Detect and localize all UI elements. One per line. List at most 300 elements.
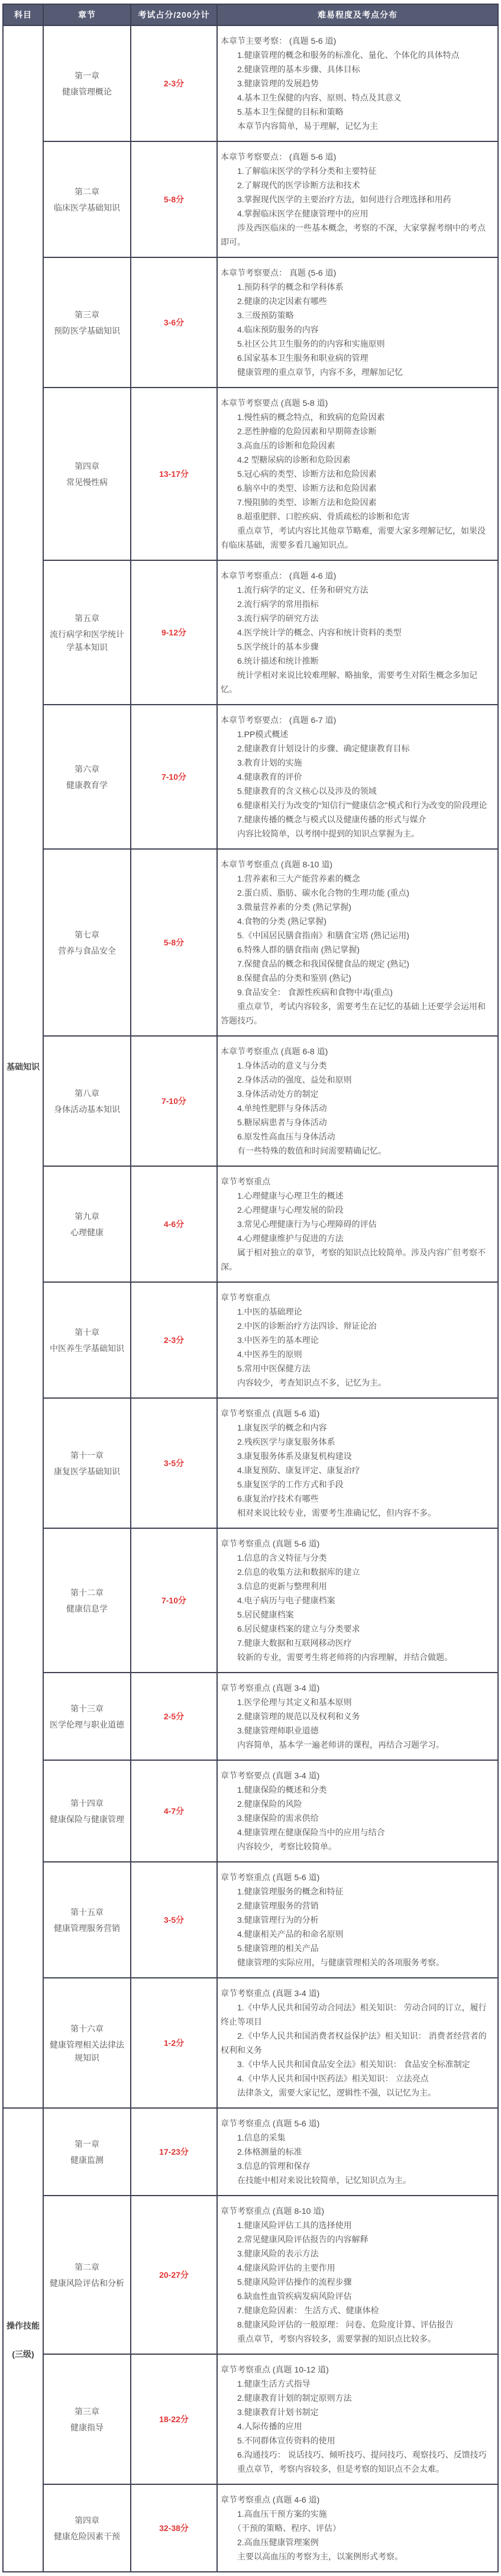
detail-line: 1.中医的基础理论 (221, 1307, 302, 1316)
chapter-name: 心理健康 (70, 1227, 104, 1237)
detail-line: 3.健康教育计划书制定 (221, 2407, 319, 2417)
details-cell (217, 257, 498, 388)
score-value: 17-23分 (159, 2147, 189, 2157)
detail-line: 本章节考察要点： (真题 5-6 道) (221, 152, 337, 162)
col-header-subject: 科目 (3, 4, 43, 25)
details-cell (217, 2354, 498, 2484)
detail-line: 章节考察重点 (真题 3-4 道) (221, 1989, 320, 1998)
detail-line: 2.残疾医学与康复服务体系 (221, 1437, 335, 1447)
detail-line: 4.健康相关产品的和命名原则 (221, 1929, 344, 1939)
chapter-number: 第一章 (75, 2139, 99, 2149)
chapter-cell (43, 705, 131, 849)
score-value: 3-6分 (163, 318, 185, 327)
details-cell (217, 1398, 498, 1528)
chapter-name: 健康风险评估和分析 (50, 2278, 124, 2288)
detail-line: 1.高血压干预方案的实施 (221, 2509, 327, 2519)
detail-line: 3.信息的管理和保存 (221, 2161, 311, 2171)
details-cell (217, 2196, 498, 2354)
score-value: 4-6分 (163, 1219, 185, 1229)
detail-line: 重点章节，考试内容较多，需要考生在记忆的基础上还要学会运用和答题技巧。 (221, 1002, 486, 1025)
detail-line: 5.社区公共卫生服务的的内容和实施原则 (221, 339, 385, 348)
col-header-score: 考试占分/200分计 (131, 4, 217, 25)
detail-line: 6.原发性高血压与身体活动 (221, 1132, 335, 1141)
detail-line: 6.健康相关行为改变的“知信行”“健康信念”模式和行为改变的阶段理论 (221, 800, 487, 810)
detail-line: 8.保健食品的分类和鉴别 (熟记) (221, 973, 351, 983)
table-row (3, 705, 498, 849)
detail-line: 内容简单，基本学一遍老师讲的课程，再结合习题学习。 (221, 1740, 444, 1749)
details-cell (217, 388, 498, 560)
chapter-cell (43, 257, 131, 388)
chapter-cell (43, 2354, 131, 2484)
detail-line: 本章节考察要点： (真题 6-7 道) (221, 715, 337, 725)
table-row (3, 1760, 498, 1862)
chapter-number: 第四章 (75, 2515, 99, 2525)
detail-line: 1.健康管理服务的概念和特征 (221, 1887, 344, 1896)
detail-line: 较新的专业，需要考生将老师将的内容理解，并结合做题。 (221, 1652, 452, 1662)
detail-line: 2.中医的诊断治疗方法四诊、辩证论治 (221, 1321, 377, 1331)
score-value: 3-5分 (163, 1458, 185, 1468)
score-cell (131, 2354, 217, 2484)
detail-line: 3.微量营养素的分类 (熟记掌握) (221, 902, 351, 912)
detail-line: 3.康复服务体系及康复机构建设 (221, 1451, 352, 1461)
score-value: 1-2分 (163, 2038, 185, 2048)
chapter-number: 第十四章 (70, 1798, 104, 1808)
detail-line: 3.健康保险的需求供给 (221, 1813, 319, 1823)
chapter-name: 流行病学和医学统计学基本知识 (50, 629, 124, 652)
chapter-number: 第六章 (75, 764, 99, 774)
chapter-number: 第七章 (75, 929, 99, 940)
detail-line: 1.心理健康与心理卫生的概述 (221, 1191, 344, 1200)
details-cell (217, 849, 498, 1036)
chapter-number: 第十二章 (70, 1587, 104, 1597)
detail-line: 章节考察重点 (真题 3-4 道) (221, 1683, 320, 1693)
detail-line: 本章节考察重点： (真题 4-6 道) (221, 571, 337, 580)
chapter-number: 第三章 (75, 309, 99, 319)
chapter-cell (43, 1862, 131, 1978)
detail-line: 1.医学伦理与其定义和基本原则 (221, 1697, 352, 1707)
score-value: 2-3分 (163, 1335, 185, 1345)
chapter-cell (43, 2108, 131, 2196)
detail-line: 重点章节，考察内容较多，需要掌握的知识点比较多。 (221, 2334, 436, 2343)
score-cell (131, 2484, 217, 2572)
detail-line: 涉及西医临床的一些基本概念，考察的不深，大家掌握考纲中的考点即可。 (221, 223, 486, 247)
chapter-cell (43, 2196, 131, 2354)
detail-line: 1.身体活动的意义与分类 (221, 1061, 327, 1070)
score-value: 5-8分 (163, 938, 185, 947)
detail-line: 8.超重肥胖、口腔疾病、骨质疏松的诊断和危害 (221, 512, 410, 521)
detail-line: 3.高血压的诊断和危险因素 (221, 441, 335, 450)
detail-line: 3.健康管理行为的分析 (221, 1915, 319, 1925)
details-cell (217, 560, 498, 705)
detail-line: 相对来说比较专业，需要考生准确记忆，但内容不多。 (221, 1508, 436, 1518)
detail-line: 2.健康管理的规范以及权利和义务 (221, 1712, 360, 1721)
details-cell (217, 1673, 498, 1760)
detail-line: 4.食物的分类 (熟记掌握) (221, 916, 327, 926)
detail-line: 属于相对独立的章节，考察的知识点比较简单。涉及内容广但考察不深。 (221, 1248, 486, 1271)
detail-line: 3.中医养生的基本理论 (221, 1335, 319, 1345)
detail-line: 3.信息的更新与整理利用 (221, 1581, 327, 1591)
chapter-number: 第十六章 (70, 2023, 104, 2033)
detail-line: 重点章节，考试内容比其他章节略难，需要大家多理解记忆，如果没有临床基础，需要多看几遍知识点。 (221, 526, 486, 550)
detail-line: 章节考察重点 (真题 5-6 道) (221, 1873, 320, 1882)
detail-line: 1.健康管理的概念和服务的标准化、量化、个体化的具体特点 (221, 50, 460, 60)
details-cell (217, 1862, 498, 1978)
detail-line: 1.健康生活方式指导 (221, 2379, 311, 2388)
chapter-number: 第九章 (75, 1211, 99, 1221)
details-cell (217, 2108, 498, 2196)
detail-line: 统计学相对来说比较难理解、略抽象，需要考生对陌生概念多加记忆。 (221, 670, 477, 694)
details-cell (217, 1978, 498, 2108)
detail-line: 2.身体活动的强度、益处和原则 (221, 1075, 352, 1084)
detail-line: 3.教育计划的实施 (221, 758, 302, 767)
score-cell (131, 2196, 217, 2354)
detail-line: 4.单纯性肥胖与身体活动 (221, 1103, 327, 1113)
table-row (3, 2484, 498, 2572)
score-cell (131, 705, 217, 849)
chapter-number: 第十章 (75, 1327, 99, 1337)
score-value: 5-8分 (163, 195, 185, 204)
detail-line: 1.慢性病的概念特点，和致病的危险因素 (221, 412, 385, 422)
detail-line: 5.康复医学的工作方式和手段 (221, 1480, 344, 1489)
detail-line: 健康管理的重点章节，内容不多，理解加记忆 (221, 367, 403, 377)
chapter-number: 第十五章 (70, 1907, 104, 1917)
chapter-cell (43, 388, 131, 560)
detail-line: 3.健康风险的表示方法 (221, 2249, 319, 2258)
chapter-name: 健康保险与健康管理 (50, 1814, 124, 1824)
chapter-name: 健康管理概论 (62, 86, 112, 96)
score-cell (131, 1978, 217, 2108)
score-value: 3-5分 (163, 1915, 185, 1925)
score-cell (131, 257, 217, 388)
detail-line: 3.健康管理的发展趋势 (221, 79, 319, 88)
detail-line: 2.高血压健康管理案例 (221, 2538, 319, 2547)
score-cell (131, 1862, 217, 1978)
detail-line: 1.了解临床医学的学科分类和主要特征 (221, 166, 377, 176)
detail-line: 1.流行病学的定义、任务和研究方法 (221, 585, 369, 595)
chapter-cell (43, 1398, 131, 1528)
detail-line: 2.健康管理的基本步骤、具体目标 (221, 64, 360, 74)
table-row (3, 1036, 498, 1166)
chapter-name: 健康管理相关法律法规知识 (50, 2039, 124, 2062)
chapter-name: 常见慢性病 (66, 477, 108, 487)
detail-line: 章节考察重点 (真题 10-12 道) (221, 2365, 329, 2374)
detail-line: 5.基本卫生保健的目标和策略 (221, 107, 344, 117)
detail-line: 1.康复医学的概念和内容 (221, 1423, 327, 1432)
chapter-name: 健康危险因素干预 (54, 2531, 120, 2541)
detail-line: 4.健康教育的评价 (221, 772, 302, 782)
table-row (3, 388, 498, 560)
detail-line: 本章节考察重点 (真题 8-10 道) (221, 860, 333, 869)
chapter-cell (43, 1036, 131, 1166)
chapter-number: 第一章 (75, 70, 99, 80)
details-cell (217, 2484, 498, 2572)
detail-line: 2.常见健康风险评估报告的内容解释 (221, 2235, 369, 2244)
chapter-number: 第四章 (75, 461, 99, 471)
detail-line: 5.冠心病的类型、诊断方法和危险因素 (221, 469, 377, 479)
chapter-cell (43, 1978, 131, 2108)
detail-line: 5.糖尿病患者与身体活动 (221, 1118, 327, 1127)
subject-label: (三级) (12, 2349, 34, 2359)
detail-line: 内容比较简单，以考纲中提到的知识点掌握为主。 (221, 829, 419, 838)
score-cell (131, 1528, 217, 1673)
table-row (3, 1673, 498, 1760)
detail-line: 8.健康风险评估的一般原理： 问卷、危险度计算、评估报告 (221, 2320, 454, 2329)
score-value: 7-10分 (161, 1096, 187, 1106)
detail-line: 4.临床预防服务的内容 (221, 325, 319, 334)
detail-line: 2.了解现代的医学诊断方法和技术 (221, 180, 360, 190)
detail-line: 1.预防科学的概念和学科体系 (221, 282, 344, 292)
detail-line: 4.《中华人民共和国中医药法》相关知识： 立法亮点 (221, 2074, 429, 2083)
detail-line: 2.健康管理服务的营销 (221, 1901, 319, 1910)
table-row (3, 1166, 498, 1282)
detail-line: 本章节考察要点 (真题 5-8 道) (221, 398, 328, 408)
detail-line: 6.居民健康档案的建立与分类要求 (221, 1624, 360, 1634)
chapter-name: 医学伦理与职业道德 (50, 1719, 124, 1729)
table-row (3, 2354, 498, 2484)
detail-line: 3.常见心理健康行为与心理障碍的评估 (221, 1219, 377, 1229)
table-row (3, 849, 498, 1036)
detail-line: 章节考察要点 (真题 3-4 道) (221, 1771, 320, 1780)
detail-line: 4.基本卫生保健的内容、原则、特点及其意义 (221, 93, 402, 102)
detail-line: 5.常用中医保健方法 (221, 1364, 311, 1373)
chapter-number: 第二章 (75, 186, 99, 196)
detail-line: 法律条文，需要大家记忆，逻辑性不强，以记忆为主。 (221, 2088, 436, 2097)
detail-line: 5.不同群体宣传资料的使用 (221, 2436, 335, 2445)
detail-line: 7.健康传播的概念与模式以及健康传播的形式与媒介 (221, 815, 426, 824)
detail-line: 6.特殊人群的膳食指南 (熟记掌握) (221, 945, 360, 954)
detail-line: 5.健康风险评估操作的流程步骤 (221, 2277, 352, 2287)
detail-line: 6.脑卒中的类型、诊断方法和危险因素 (221, 483, 377, 493)
score-cell (131, 25, 217, 141)
chapter-cell (43, 1528, 131, 1673)
detail-line: 3.流行病学的研究方法 (221, 614, 319, 623)
detail-line: 4.电子病历与电子健康档案 (221, 1596, 335, 1605)
subject-label: 操作技能 (7, 2321, 40, 2330)
detail-line: 4.中医养生的原则 (221, 1350, 302, 1359)
subject-label: 基础知识 (7, 1062, 40, 1071)
col-header-difficulty: 难易程度及考点分布 (217, 4, 498, 25)
detail-line: 有一些特殊的数值和时间需要精确记忆。 (221, 1146, 386, 1155)
detail-line: 1.健康保险的概述和分类 (221, 1785, 327, 1794)
chapter-cell (43, 1282, 131, 1398)
score-value: 2-3分 (163, 79, 185, 88)
chapter-name: 中医养生学基础知识 (50, 1343, 124, 1353)
detail-line: 2.健康的决定因素有哪些 (221, 296, 327, 306)
chapter-cell (43, 1166, 131, 1282)
subject-cell (3, 2108, 43, 2572)
detail-line: 2.信息的收集方法和数据库的建立 (221, 1567, 360, 1577)
chapter-cell (43, 25, 131, 141)
detail-line: 5.医学统计的基本步骤 (221, 642, 319, 651)
chapter-cell (43, 1673, 131, 1760)
detail-line: 6.缺血性血管疾病发病风险评估 (221, 2291, 352, 2301)
chapter-name: 身体活动基本知识 (54, 1104, 120, 1114)
detail-line: 内容较少，考察比较简单。 (221, 1842, 337, 1851)
detail-line: 4.健康风险评估的主要作用 (221, 2263, 335, 2272)
detail-line: 7.慢阻肺的类型、诊断方法和危险因素 (221, 498, 377, 507)
detail-line: 重点章节，考察内容较多，但是考察的知识点不会太难。 (221, 2464, 444, 2474)
detail-line: 2.流行病学的常用指标 (221, 599, 319, 609)
table-row (3, 25, 498, 141)
table-row (3, 1398, 498, 1528)
detail-line: 4.康复预防、康复评定、康复治疗 (221, 1465, 360, 1475)
detail-line: 2.健康教育计划设计的步骤、确定健康教育目标 (221, 744, 410, 753)
detail-line: 5.《中国居民膳食指南》和膳食宝塔 (熟记运用) (221, 931, 409, 940)
detail-line: 4.医学统计学的概念、内容和统计资料的类型 (221, 628, 402, 637)
chapter-name: 健康信息学 (66, 1603, 108, 1613)
detail-line: 本章节考察重点 (真题 6-8 道) (221, 1047, 328, 1056)
table-row (3, 2196, 498, 2354)
score-cell (131, 560, 217, 705)
score-value: 2-5分 (163, 1712, 185, 1721)
chapter-cell (43, 141, 131, 257)
table-row (3, 257, 498, 388)
table-row (3, 1528, 498, 1673)
detail-line: 4.2 型糖尿病的诊断和危险因素 (221, 455, 351, 464)
score-cell (131, 849, 217, 1036)
detail-line: 主要以高血压的考察为主，以案例形式考察。 (221, 2552, 403, 2561)
detail-line: 6.国家基本卫生服务和职业病的管理 (221, 353, 369, 363)
detail-line: 1.《中华人民共和国劳动合同法》相关知识： 劳动合同的订立，履行终止等项目 (221, 2003, 487, 2026)
chapter-name: 健康管理服务营销 (54, 1923, 120, 1933)
details-cell (217, 1036, 498, 1166)
table-row (3, 1862, 498, 1978)
detail-line: 6.康复治疗技术有哪些 (221, 1494, 319, 1503)
chapter-name: 预防医学基础知识 (54, 325, 120, 335)
detail-line: 1.信息的含义特征与分类 (221, 1553, 327, 1563)
detail-line: 2.恶性肿瘤的危险因素和早期筛查诊断 (221, 427, 377, 436)
detail-line: 章节考察重点 (真题 5-6 道) (221, 1409, 320, 1418)
score-value: 4-7分 (163, 1806, 185, 1816)
table-row (3, 1978, 498, 2108)
detail-line: 5.居民健康档案 (221, 1610, 294, 1619)
table-row (3, 141, 498, 257)
details-cell (217, 1760, 498, 1862)
detail-line: 4.人际传播的应用 (221, 2422, 302, 2431)
detail-line: 章节考察重点 (221, 1177, 270, 1186)
score-value: 9-12分 (161, 628, 187, 637)
detail-line: 2.健康教育计划的制定原则方法 (221, 2393, 352, 2403)
detail-line: 本章节内容简单，易于理解，记忆为主 (221, 121, 378, 131)
chapter-name: 健康指导 (70, 2422, 104, 2432)
score-cell (131, 2108, 217, 2196)
score-cell (131, 1398, 217, 1528)
table-row (3, 1282, 498, 1398)
chapter-cell (43, 560, 131, 705)
score-value: 7-10分 (161, 772, 187, 782)
chapter-cell (43, 849, 131, 1036)
detail-line: 6.统计描述和统计推断 (221, 656, 319, 666)
score-value: 18-22分 (159, 2414, 189, 2424)
table-row (3, 2108, 498, 2196)
detail-line: 本章节主要考察： (真题 5-6 道) (221, 36, 337, 46)
chapter-number: 第十三章 (70, 1703, 104, 1713)
score-cell (131, 1673, 217, 1760)
detail-line: 5.健康管理的相关产品 (221, 1944, 319, 1953)
detail-line: 5.健康教育的含义核心以及涉及的领域 (221, 786, 377, 796)
detail-line: 7.保健食品的概念和我国保健食品的规定 (熟记) (221, 959, 409, 969)
chapter-cell (43, 2484, 131, 2572)
detail-line: 2.健康保险的风险 (221, 1799, 302, 1809)
detail-line: 章节考察重点 (221, 1293, 270, 1302)
score-value: 32-38分 (159, 2523, 189, 2533)
details-cell (217, 1528, 498, 1673)
detail-line: 健康管理的实际应用，与健康管理相关的各项服务考察。 (221, 1958, 444, 1967)
detail-line: 3.健康管理师职业道德 (221, 1726, 319, 1735)
details-cell (217, 1166, 498, 1282)
detail-line: （干预的策略、程序、评估） (221, 2523, 341, 2533)
detail-line: 4.健康管理在健康保险当中的应用与结合 (221, 1828, 385, 1837)
detail-line: 章节考察重点 (真题 4-6 道) (221, 2495, 320, 2504)
score-value: 7-10分 (161, 1596, 187, 1605)
detail-line: 4.掌握临床医学在健康管理中的应用 (221, 209, 369, 218)
detail-line: 4.心理健康维护与促进的方法 (221, 1234, 344, 1243)
table-row (3, 560, 498, 705)
score-cell (131, 1166, 217, 1282)
chapter-name: 健康教育学 (66, 780, 108, 790)
col-header-chapter: 章节 (43, 4, 131, 25)
detail-line: 3.身体活动处方的制定 (221, 1089, 319, 1099)
detail-line: 3.《中华人民共和国食品安全法》相关知识： 食品安全标准制定 (221, 2059, 470, 2069)
detail-line: 1.信息的采集 (221, 2133, 286, 2142)
detail-line: 9.食品安全： 食源性疾病和食物中毒(重点) (221, 987, 393, 997)
chapter-number: 第五章 (75, 613, 99, 623)
detail-line: 章节考察重点 (真题 5-6 道) (221, 1539, 320, 1548)
detail-line: 在技能中相对来说比较简单，记忆知识点为主。 (221, 2175, 411, 2185)
chapter-name: 健康监测 (70, 2155, 104, 2165)
detail-line: 3.掌握现代医学的主要治疗方法，如何进行合理选择和用药 (221, 195, 451, 204)
detail-line: 内容较少，考查知识点不多，记忆为主。 (221, 1378, 386, 1387)
chapter-number: 第十一章 (70, 1450, 104, 1460)
header-row (3, 4, 498, 25)
detail-line: 1.营养素和三大产能营养素的概念 (221, 874, 360, 883)
detail-line: 2.《中华人民共和国消费者权益保护法》相关知识： 消费者经营者的权利和义务 (221, 2031, 487, 2055)
table-body (3, 25, 498, 2572)
chapter-number: 第二章 (75, 2262, 99, 2272)
chapter-name: 营养与食品安全 (58, 945, 116, 955)
detail-line: 6.沟通技巧： 说话技巧、倾听技巧、提问技巧、观察技巧、反馈技巧 (221, 2450, 487, 2459)
score-cell (131, 388, 217, 560)
details-cell (217, 705, 498, 849)
score-cell (131, 1282, 217, 1398)
chapter-cell (43, 1760, 131, 1862)
chapter-number: 第三章 (75, 2406, 99, 2416)
score-cell (131, 1036, 217, 1166)
exam-syllabus-table (2, 4, 499, 2572)
chapter-number: 第八章 (75, 1088, 99, 1098)
detail-line: 3.三级预防策略 (221, 311, 294, 320)
details-cell (217, 25, 498, 141)
chapter-name: 康复医学基础知识 (54, 1466, 120, 1476)
detail-line: 2.心理健康与心理发展的阶段 (221, 1205, 344, 1215)
details-cell (217, 141, 498, 257)
detail-line: 章节考察重点 (真题 5-6 道) (221, 2119, 320, 2128)
chapter-name: 临床医学基础知识 (54, 202, 120, 212)
detail-line: 2.体格测量的标准 (221, 2147, 302, 2157)
score-value: 20-27分 (159, 2270, 189, 2280)
details-cell (217, 1282, 498, 1398)
detail-line: 本章节考察要点： 真题 (5-6 道) (221, 268, 337, 277)
detail-line: 1.健康风险评估工具的选择使用 (221, 2220, 352, 2230)
score-cell (131, 1760, 217, 1862)
score-cell (131, 141, 217, 257)
detail-line: 7.健康危险因素： 生活方式、健康体检 (221, 2306, 379, 2315)
detail-line: 2.蛋白质、脂肪、碳水化合物的生理功能 (重点) (221, 888, 409, 898)
detail-line: 1.PP模式概述 (221, 729, 289, 739)
detail-line: 7.健康大数据和互联网移动医疗 (221, 1638, 352, 1648)
score-value: 13-17分 (159, 469, 189, 479)
detail-line: 章节考察重点 (真题 8-10 道) (221, 2206, 325, 2216)
